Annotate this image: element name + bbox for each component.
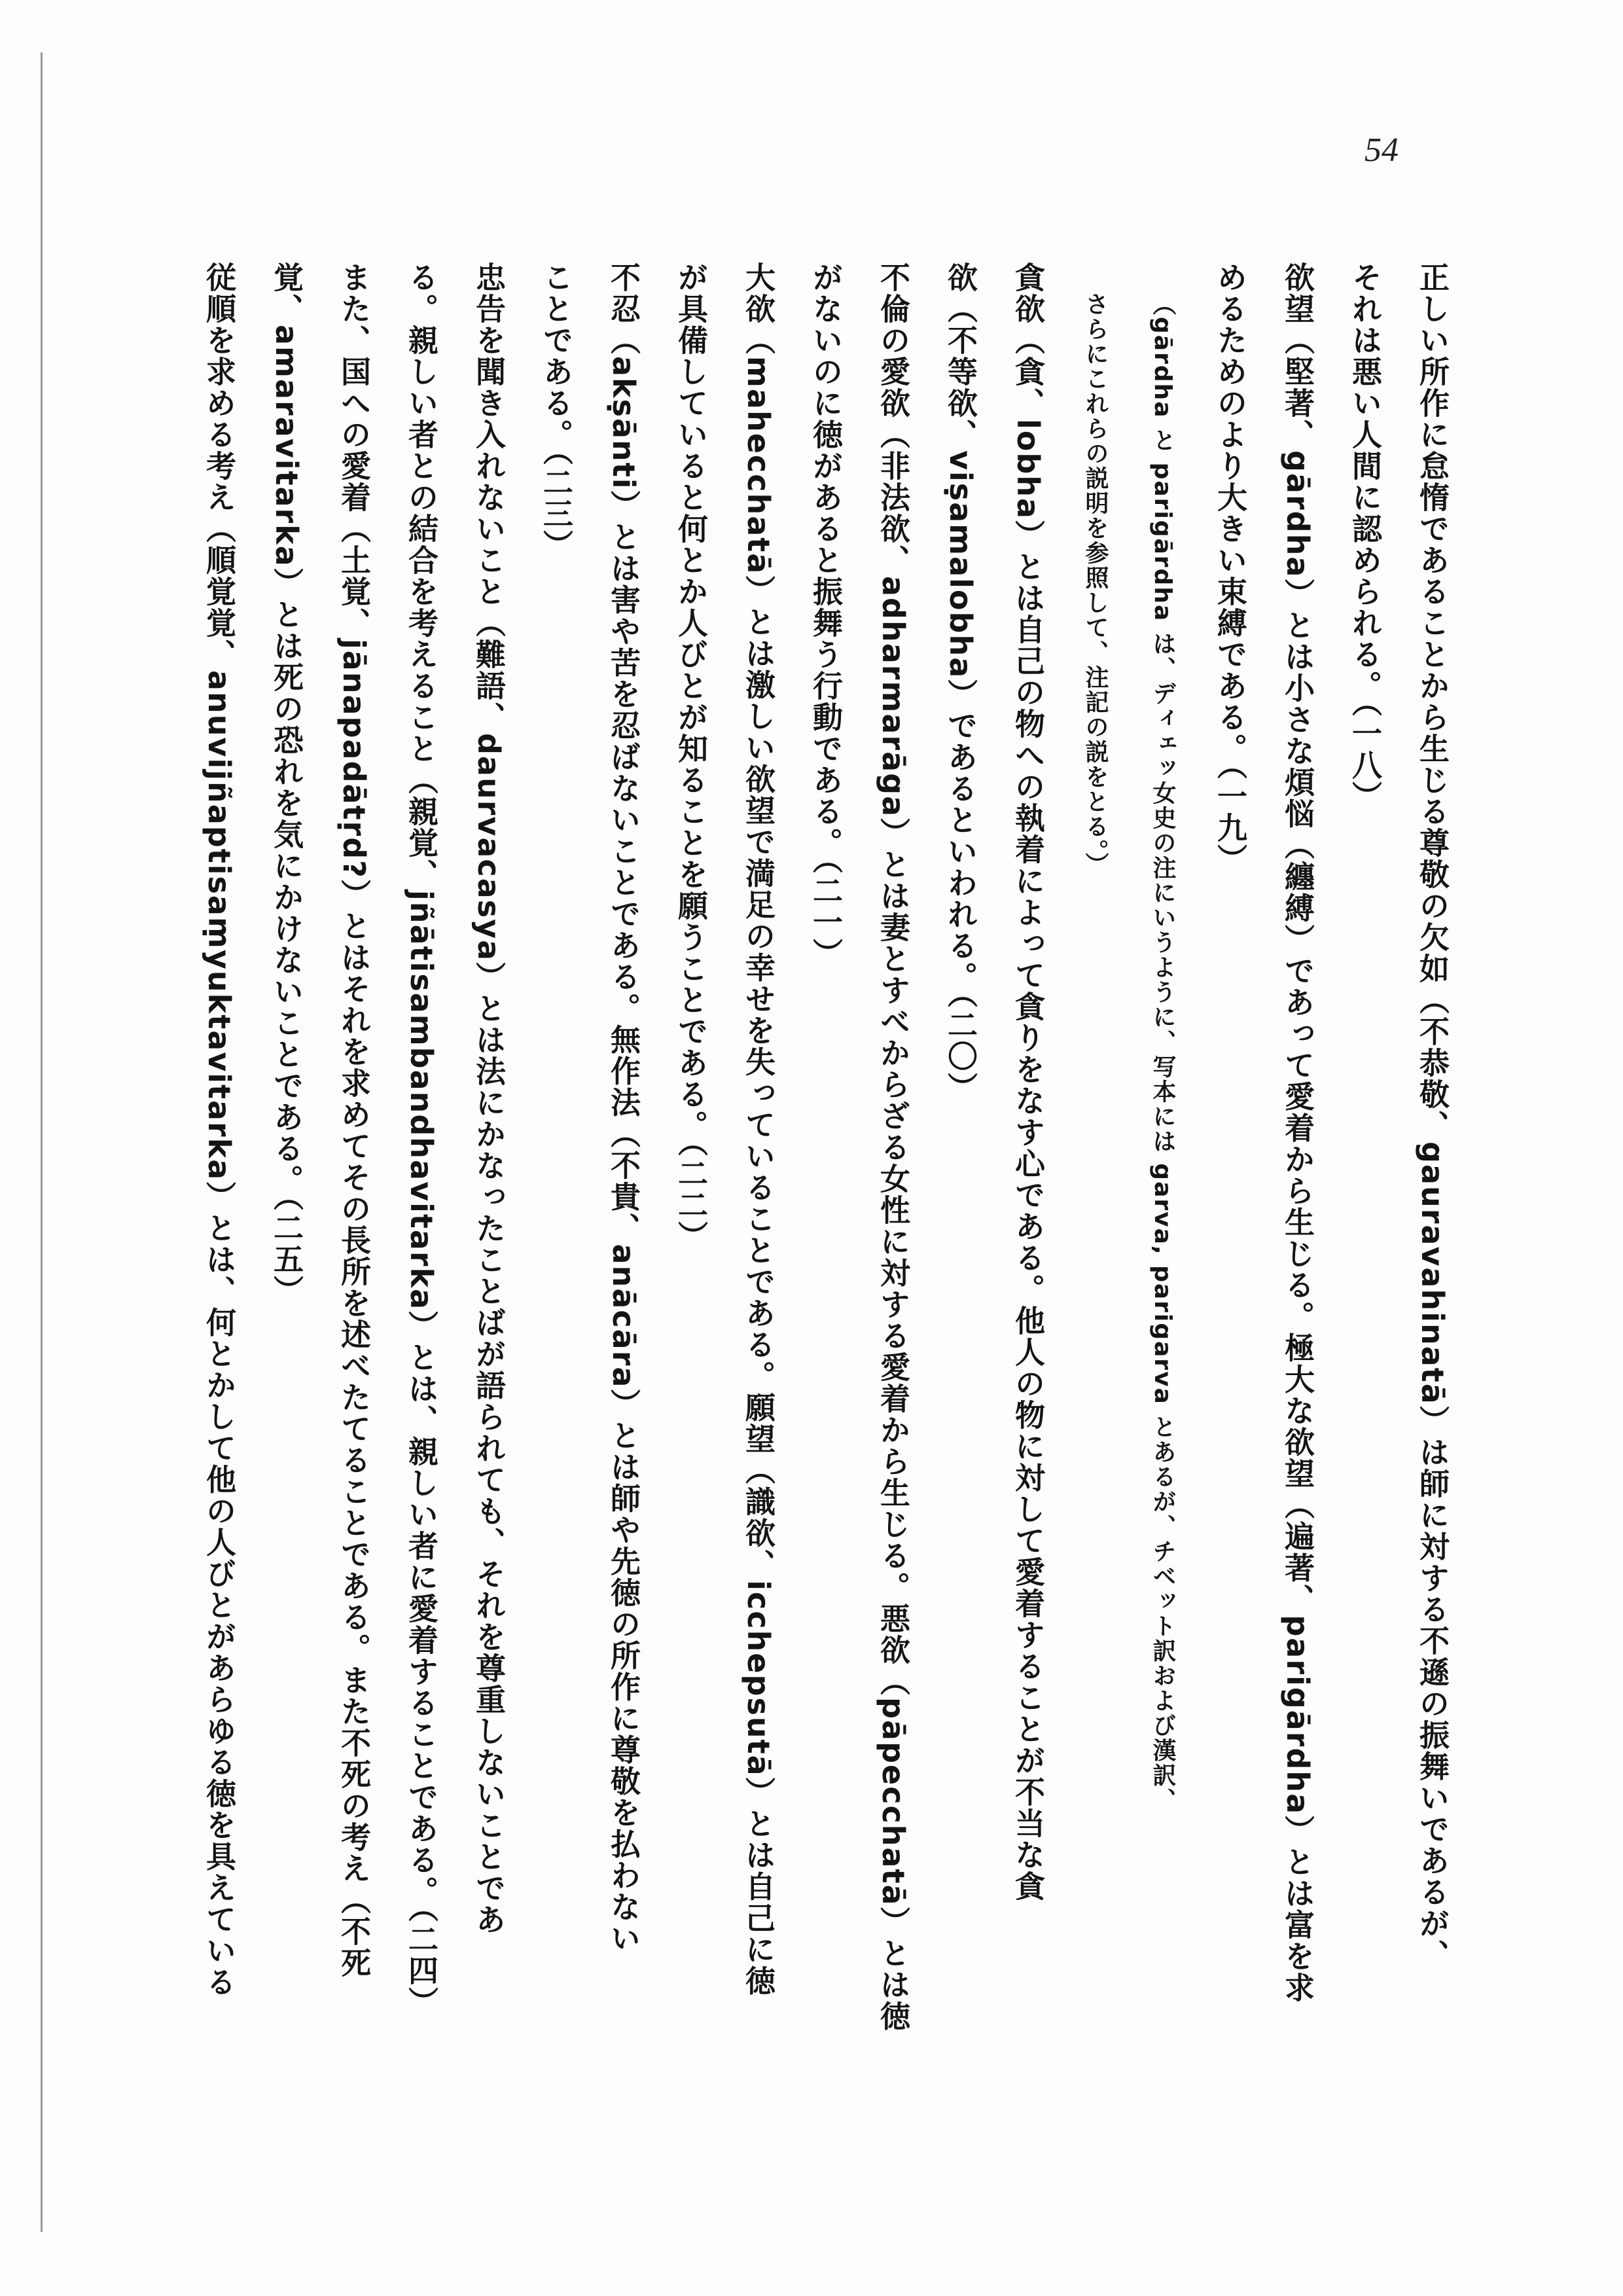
text-line: 不倫の愛欲（非法欲、adharmarāga）とは妻とすべからざる女性に対する愛着から生じる。悪欲（pāpecchatā）とは徳 xyxy=(876,262,911,2032)
note-line: さらにこれらの説明を参照して、注記の説をとる。） xyxy=(1082,292,1109,877)
text-line: それは悪い人間に認められる。（一八） xyxy=(1347,262,1383,812)
binding-edge xyxy=(41,52,43,2232)
note-line: （gārdha と parigārdha は、ディェッ女史の注にいうように、写本には garva, parigarva とあるが、チベット訳および漢訳、 xyxy=(1149,292,1176,1813)
text-line: めるためのより大きい束縛である。（一九） xyxy=(1213,262,1248,875)
vertical-text-body xyxy=(185,262,1466,2032)
text-line: 不忍（akṣānti）とは害や苦を忍ばないことである。無作法（不貴、anācāra）とは師や先徳の所作に尊敬を払わない xyxy=(606,262,641,1954)
text-line: 大欲（mahecchatā）とは激しい欲望で満足の幸せを失っていることである。願望（識欲、icchepsutā）とは自己に徳 xyxy=(741,262,776,1997)
text-line: 覚、amaravitarka）とは死の恐れを気にかけないことである。（二五） xyxy=(269,262,304,1306)
text-line: る。親しい者との結合を考えること（親覚、jñātisambandhavitarka）とは、親しい者に愛着することである。（二四） xyxy=(404,262,439,2018)
text-line: が具備していると何とか人びとが知ることを願うことである。（二二） xyxy=(673,262,709,1252)
text-line: 貪欲（貪、lobha）とは自己の物への執着によって貪りをなす心である。他人の物に対して愛着することが不当な貪 xyxy=(1010,262,1046,1903)
text-line: 欲（不等欲、viṣamalobha）であるといわれる。（二〇） xyxy=(943,262,978,1104)
page-number: 54 xyxy=(1364,132,1399,169)
text-line: 正しい所作に怠惰であることから生じる尊敬の欠如（不恭敬、gauravahinatā）は師に対する不遜の振舞いであるが、 xyxy=(1415,262,1450,1971)
text-line: ことである。（二三） xyxy=(539,262,574,561)
text-line: また、国への愛着（土覚、jānapadātṛd?）とはそれを求めてその長所を述べたてることである。また不死の考え（不死 xyxy=(336,262,372,1979)
text-line: がないのに徳があると振舞う行動である。（二一） xyxy=(808,262,844,969)
text-line: 従順を求める考え（順覚覚、anuvijñaptisaṃyuktavitarka）とは、何とかして他の人びとがあらゆる徳を具えている xyxy=(202,262,237,1998)
text-line: 欲望（堅著、gārdha）とは小さな煩悩（纏縛）であって愛着から生じる。極大な欲望（遍著、parigārdha）とは富を求 xyxy=(1280,262,1315,2004)
text-line: 忠告を聞き入れないこと（難語、daurvacasya）とは法にかなったことばが語られても、それを尊重しないことであ xyxy=(471,262,507,1936)
